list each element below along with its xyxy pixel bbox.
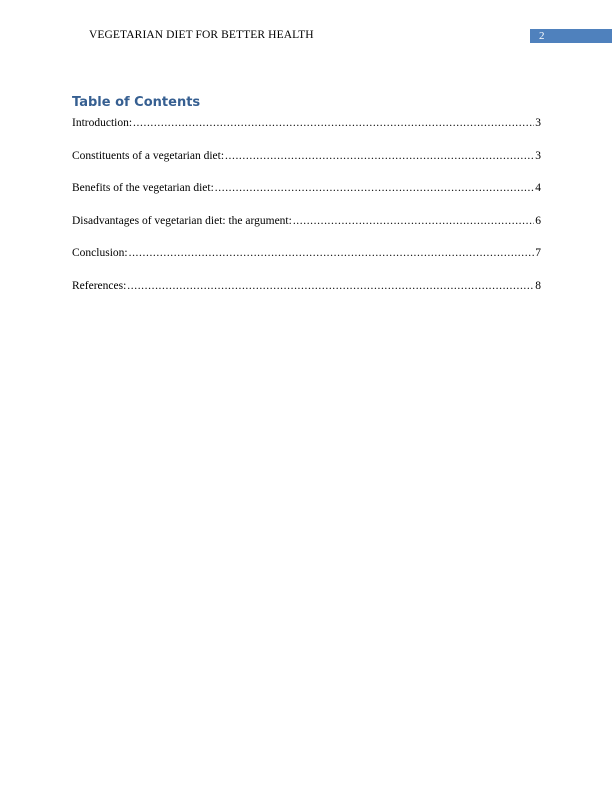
toc-entry-title: Benefits of the vegetarian diet:: [72, 182, 214, 194]
toc-entry-page: 4: [535, 182, 541, 194]
toc-entry-title: References:: [72, 279, 127, 292]
toc-entry-page: 3: [535, 149, 541, 162]
toc-entry-introduction[interactable]: [72, 115, 541, 131]
toc-entry-page: 7: [535, 247, 541, 259]
running-head: VEGETARIAN DIET FOR BETTER HEALTH: [89, 29, 314, 41]
toc-entry-page: 3: [535, 117, 541, 129]
toc-entry-page: 8: [535, 279, 541, 292]
toc-entry-conclusion[interactable]: [72, 245, 541, 261]
toc-entry-title: Constituents of a vegetarian diet:: [72, 149, 225, 162]
toc-entry-disadvantages[interactable]: [72, 213, 541, 229]
toc-entry-title: Disadvantages of vegetarian diet: the argument:: [72, 214, 292, 227]
toc-dot-leader: [293, 213, 534, 229]
toc-dot-leader: [215, 180, 534, 196]
toc-dot-leader: [127, 278, 534, 294]
toc-entry-constituents[interactable]: [72, 148, 541, 164]
toc-entry-references[interactable]: [72, 278, 541, 294]
table-of-contents: [72, 115, 541, 310]
toc-entry-page: 6: [535, 214, 541, 227]
page-number-bar: [530, 29, 612, 43]
toc-entry-benefits[interactable]: [72, 180, 541, 196]
toc-heading: Table of Contents: [72, 95, 201, 110]
toc-entry-title: Conclusion:: [72, 247, 128, 259]
toc-entry-title: Introduction:: [72, 117, 133, 129]
toc-dot-leader: [133, 115, 534, 131]
toc-dot-leader: [225, 148, 534, 164]
page-number: 2: [539, 30, 545, 42]
toc-dot-leader: [129, 245, 535, 261]
